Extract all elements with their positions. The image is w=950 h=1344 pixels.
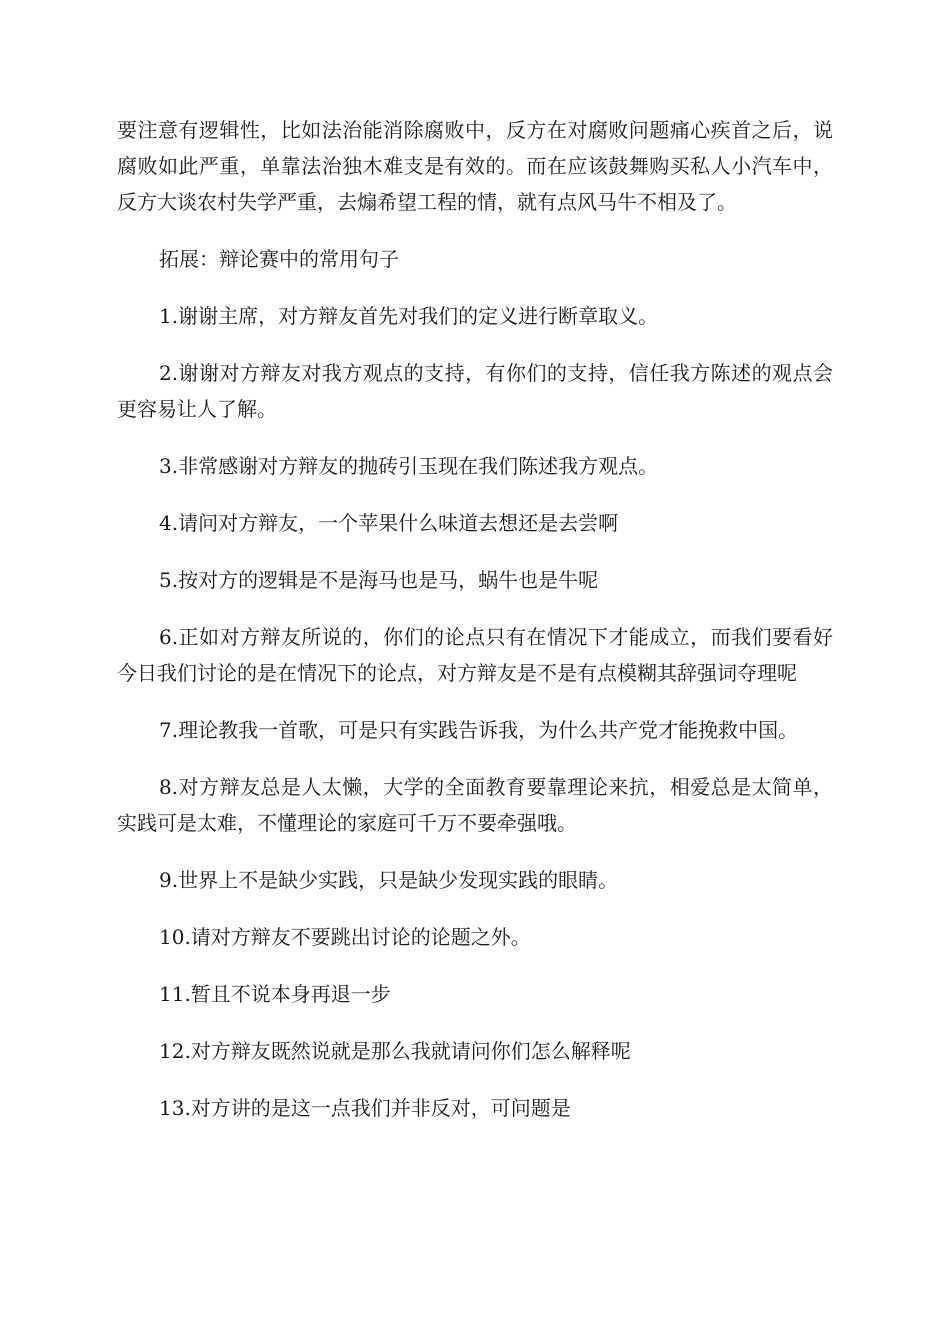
list-item: 3.非常感谢对方辩友的抛砖引玉现在我们陈述我方观点。 [159,454,659,478]
list-item: 6.正如对方辩友所说的，你们的论点只有在情况下才能成立，而我们要看好今日我们讨论的是在情况下的论点，对方辩友是不是有点模糊其辞强词夺理呢 [117,625,833,685]
list-item: 4.请问对方辩友，一个苹果什么味道去想还是去尝啊 [159,511,619,535]
list-item: 7.理论教我一首歌，可是只有实践告诉我，为什么共产党才能挽救中国。 [159,718,799,742]
list-item: 12.对方辩友既然说就是那么我就请问你们怎么解释呢 [159,1039,631,1063]
list-item: 5.按对方的逻辑是不是海马也是马，蜗牛也是牛呢 [159,568,599,592]
list-item: 9.世界上不是缺少实践，只是缺少发现实践的眼睛。 [159,868,619,892]
section-heading: 拓展：辩论赛中的常用句子 [159,247,399,271]
list-item: 11.暂且不说本身再退一步 [159,982,391,1006]
document-body [117,112,833,1147]
list-item: 1.谢谢主席，对方辩友首先对我们的定义进行断章取义。 [159,304,659,328]
paragraph-intro: 要注意有逻辑性，比如法治能消除腐败中，反方在对腐败问题痛心疾首之后，说腐败如此严重，单靠法治独木难支是有效的。而在应该鼓舞购买私人小汽车中，反方大谈农村失学严重，去煽希望工程的情，就有点风马牛不相及了。 [117,118,833,214]
list-item: 2.谢谢对方辩友对我方观点的支持，有你们的支持，信任我方陈述的观点会更容易让人了解。 [117,361,833,421]
list-item: 10.请对方辩友不要跳出讨论的论题之外。 [159,925,531,949]
list-item: 13.对方讲的是这一点我们并非反对，可问题是 [159,1096,571,1120]
list-item: 8.对方辩友总是人太懒，大学的全面教育要靠理论来抗，相爱总是太简单，实践可是太难，不懂理论的家庭可千万不要牵强哦。 [117,775,833,835]
